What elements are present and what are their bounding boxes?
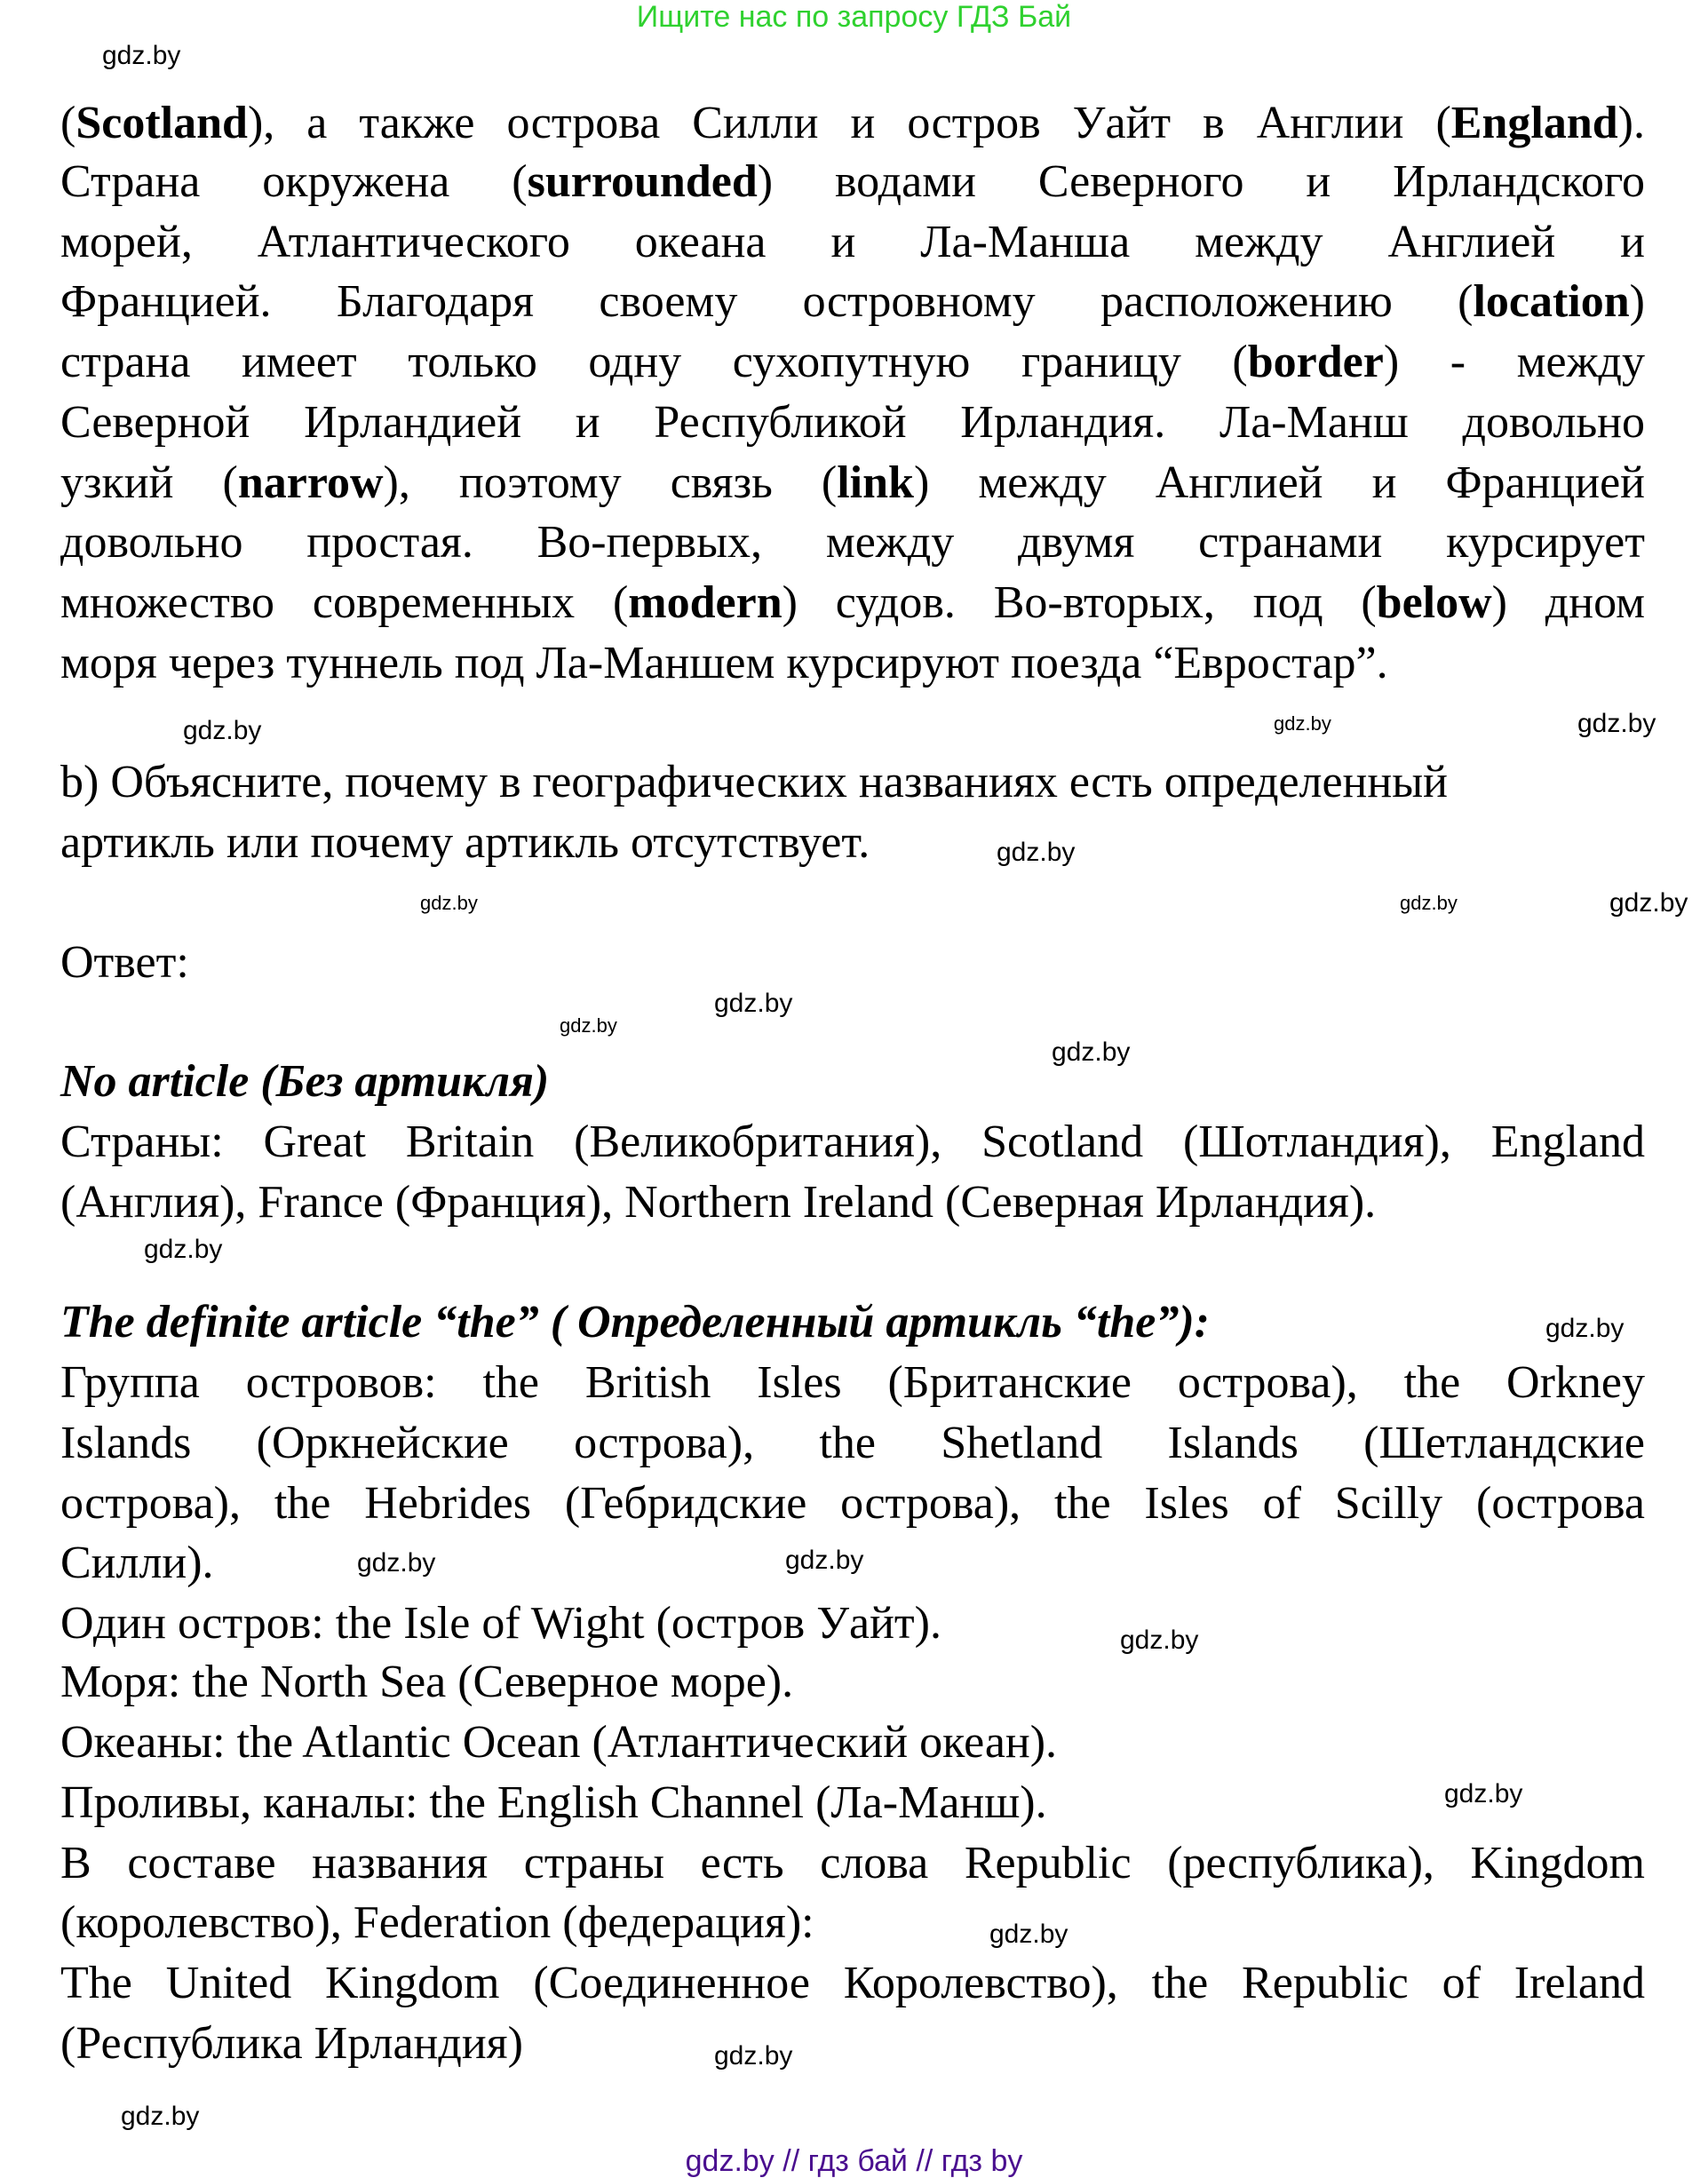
text-segment: Силли). [60, 1538, 214, 1588]
text-line [60, 274, 1645, 330]
text-line [60, 514, 1645, 571]
watermark: gdz.by [785, 1546, 864, 1575]
text-segment: (Англия), France (Франция), Northern Ireland (Северная Ирландия). [60, 1177, 1377, 1228]
text-segment: ) водами Северного и Ирландского [757, 156, 1645, 207]
text-segment: Моря: the North Sea (Северное море). [60, 1657, 794, 1707]
text-line [60, 1895, 814, 1951]
search-hint-banner[interactable]: Ищите нас по запросу ГДЗ Бай [636, 0, 1072, 34]
watermark: gdz.by [1274, 712, 1331, 735]
watermark: gdz.by [183, 716, 262, 745]
text-segment: Страна окружена ( [60, 156, 528, 207]
text-line [60, 635, 1388, 692]
text-segment: Страны: Great Britain (Великобритания), Scotland (Шотландия), England [60, 1117, 1645, 1167]
watermark: gdz.by [1444, 1779, 1523, 1808]
text-segment: The United Kingdom (Соединенное Королевство), the Republic of Ireland [60, 1958, 1645, 2008]
text-segment: ( [60, 98, 76, 148]
text-segment: Ответ: [60, 937, 189, 988]
text-segment: узкий ( [60, 457, 238, 508]
text-line [60, 1595, 941, 1652]
text-line [60, 154, 1645, 211]
text-line [60, 815, 870, 871]
text-segment: ), поэтому связь ( [383, 457, 838, 508]
watermark: gdz.by [1400, 892, 1458, 914]
text-line [60, 1475, 1645, 1532]
bold-term: England [1450, 98, 1618, 148]
text-line [60, 1654, 793, 1711]
watermark: gdz.by [1052, 1037, 1131, 1067]
text-segment: множество современных ( [60, 577, 629, 628]
watermark: gdz.by [1120, 1626, 1199, 1655]
text-line [60, 575, 1645, 632]
watermark: gdz.by [357, 1548, 436, 1578]
text-segment: ). [1617, 98, 1645, 148]
watermark: gdz.by [997, 838, 1076, 867]
text-line [60, 95, 1645, 152]
text-segment: морей, Атлантического океана и Ла-Манша между Англией и [60, 217, 1645, 267]
watermark: gdz.by [560, 1014, 617, 1037]
text-line [60, 455, 1645, 512]
bold-term: below [1376, 577, 1492, 628]
text-line [60, 934, 189, 991]
text-segment: ) - между [1383, 337, 1645, 387]
text-line [60, 1955, 1645, 2012]
text-segment: Проливы, каналы: the English Channel (Ла-Манш). [60, 1777, 1047, 1828]
text-segment: b) Объясните, почему в географических названиях есть определенный [60, 757, 1448, 807]
watermark: gdz.by [714, 989, 793, 1018]
text-segment: острова), the Hebrides (Гебридские острова), the Isles of Scilly (острова [60, 1478, 1645, 1529]
bold-term: link [837, 457, 914, 508]
text-segment: The definite article “the” ( Определенный артикль “the”): [60, 1297, 1210, 1347]
text-line [60, 1174, 1376, 1231]
text-line [60, 1714, 1057, 1771]
text-segment: Islands (Оркнейские острова), the Shetland Islands (Шетландские [60, 1418, 1645, 1468]
text-segment: (королевство), Federation (федерация): [60, 1897, 814, 1948]
text-line [60, 394, 1645, 451]
watermark: gdz.by [1545, 1314, 1625, 1343]
text-segment: No article (Без артикля) [60, 1056, 550, 1107]
text-segment: ) между Англией и Францией [913, 457, 1645, 508]
watermark: gdz.by [1577, 709, 1656, 738]
text-segment: довольно простая. Во-первых, между двумя странами курсирует [60, 517, 1645, 568]
text-line [60, 754, 1448, 811]
text-line [60, 1835, 1645, 1892]
text-segment: ) [1629, 276, 1645, 327]
text-segment: ) судов. Во-вторых, под ( [782, 577, 1377, 628]
bold-term: modern [628, 577, 783, 628]
section-heading [60, 1294, 1210, 1351]
bold-term: surrounded [527, 156, 758, 207]
text-segment: артикль или почему артикль отсутствует. [60, 817, 870, 868]
watermark: gdz.by [144, 1235, 223, 1264]
bold-term: location [1473, 276, 1630, 327]
text-segment: страна имеет только одну сухопутную границу ( [60, 337, 1248, 387]
text-segment: ) дном [1491, 577, 1645, 628]
bold-term: narrow [237, 457, 384, 508]
text-line [60, 1415, 1645, 1472]
text-line [60, 1535, 214, 1592]
text-segment: Один остров: the Isle of Wight (остров Уайт). [60, 1598, 941, 1649]
watermark: gdz.by [989, 1920, 1068, 1949]
watermark: gdz.by [714, 2041, 793, 2071]
bold-term: border [1247, 337, 1384, 387]
text-line [60, 1114, 1645, 1171]
text-segment: Океаны: the Atlantic Ocean (Атлантический океан). [60, 1717, 1058, 1768]
text-line [60, 334, 1645, 391]
text-segment: Северной Ирландией и Республикой Ирландия. Ла-Манш довольно [60, 397, 1645, 448]
watermark: gdz.by [121, 2102, 200, 2131]
text-line [60, 1355, 1645, 1411]
bold-term: Scotland [75, 98, 248, 148]
text-segment: (Республика Ирландия) [60, 2018, 523, 2069]
section-heading [60, 1053, 549, 1110]
watermark: gdz.by [102, 41, 181, 70]
text-segment: моря через туннель под Ла-Маншем курсируют поезда “Евростар”. [60, 638, 1388, 688]
text-segment: В составе названия страны есть слова Republic (республика), Kingdom [60, 1838, 1645, 1888]
text-line [60, 214, 1645, 271]
text-line [60, 1775, 1047, 1832]
watermark: gdz.by [1609, 888, 1688, 918]
footer-links[interactable]: gdz.by // гдз бай // гдз by [685, 2144, 1023, 2178]
text-segment: Францией. Благодаря своему островному расположению ( [60, 276, 1474, 327]
text-segment: Группа островов: the British Isles (Британские острова), the Orkney [60, 1357, 1645, 1408]
text-line [60, 2015, 523, 2072]
text-segment: ), а также острова Силли и остров Уайт в Англии ( [247, 98, 1451, 148]
watermark: gdz.by [420, 892, 478, 914]
